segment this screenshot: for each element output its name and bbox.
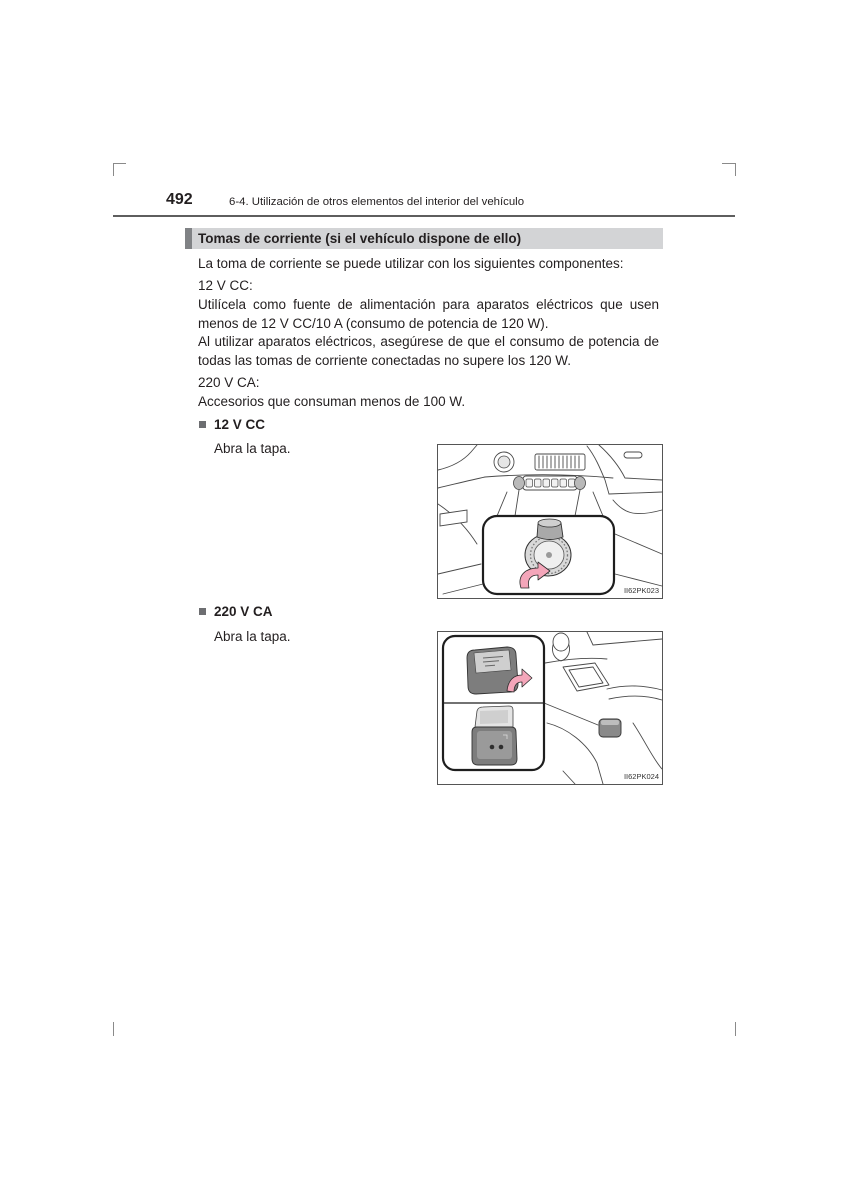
crop-mark-top-right-v xyxy=(735,163,736,176)
socket-lid-open xyxy=(475,706,513,727)
console-220v-illustration xyxy=(437,631,663,785)
figure-code: II62PK024 xyxy=(623,772,659,781)
figure-12v-socket xyxy=(437,444,663,599)
section-heading-accent xyxy=(185,228,192,249)
chapter-title: 6-4. Utilización de otros elementos del interior del vehículo xyxy=(229,196,525,208)
vent-handle xyxy=(624,452,642,458)
center-dial xyxy=(494,452,514,472)
switch-panel xyxy=(523,476,577,490)
air-vent-grille xyxy=(535,454,585,470)
socket-right xyxy=(575,477,586,490)
figure-code: II62PK023 xyxy=(623,586,659,595)
dc-usage-paragraph: Utilícela como fuente de alimentación para aparatos eléctricos que usen menos de 12 V CC/10 A (consumo de potencia de 120 W). xyxy=(198,297,659,331)
header-divider xyxy=(113,215,735,217)
socket-left xyxy=(514,477,525,490)
socket-cap-open xyxy=(537,519,563,540)
figure-220v-socket xyxy=(437,631,663,785)
dc-warning-paragraph: Al utilizar aparatos eléctricos, asegúrese de que el consumo de potencia de todas las tomas de corriente conectadas no supere los 120 W. xyxy=(198,334,659,368)
intro-paragraph: La toma de corriente se puede utilizar con los siguientes componentes: xyxy=(198,256,624,271)
dashboard-12v-illustration xyxy=(437,444,663,599)
crop-mark-top-right-h xyxy=(722,163,736,164)
square-bullet-icon xyxy=(199,608,206,615)
crop-mark-bottom-right xyxy=(735,1022,736,1036)
section-heading-text: Tomas de corriente (si el vehículo dispone de ello) xyxy=(198,231,522,246)
item-instruction-220v: Abra la tapa. xyxy=(214,629,291,644)
item-title-220v: 220 V CA xyxy=(214,604,273,619)
square-bullet-icon xyxy=(199,421,206,428)
ac-label: 220 V CA: xyxy=(198,375,260,390)
item-title-12v: 12 V CC xyxy=(214,417,266,432)
crop-mark-bottom-left xyxy=(113,1022,114,1036)
crop-mark-top-left-v xyxy=(113,163,114,176)
power-socket-220v xyxy=(472,727,517,765)
dc-label: 12 V CC: xyxy=(198,278,253,293)
item-instruction-12v: Abra la tapa. xyxy=(214,441,291,456)
section-heading xyxy=(185,228,663,249)
crop-mark-top-left-h xyxy=(113,163,126,164)
page-number: 492 xyxy=(166,191,193,208)
ac-usage-paragraph: Accesorios que consuman menos de 100 W. xyxy=(198,394,466,409)
console-socket xyxy=(599,719,621,737)
